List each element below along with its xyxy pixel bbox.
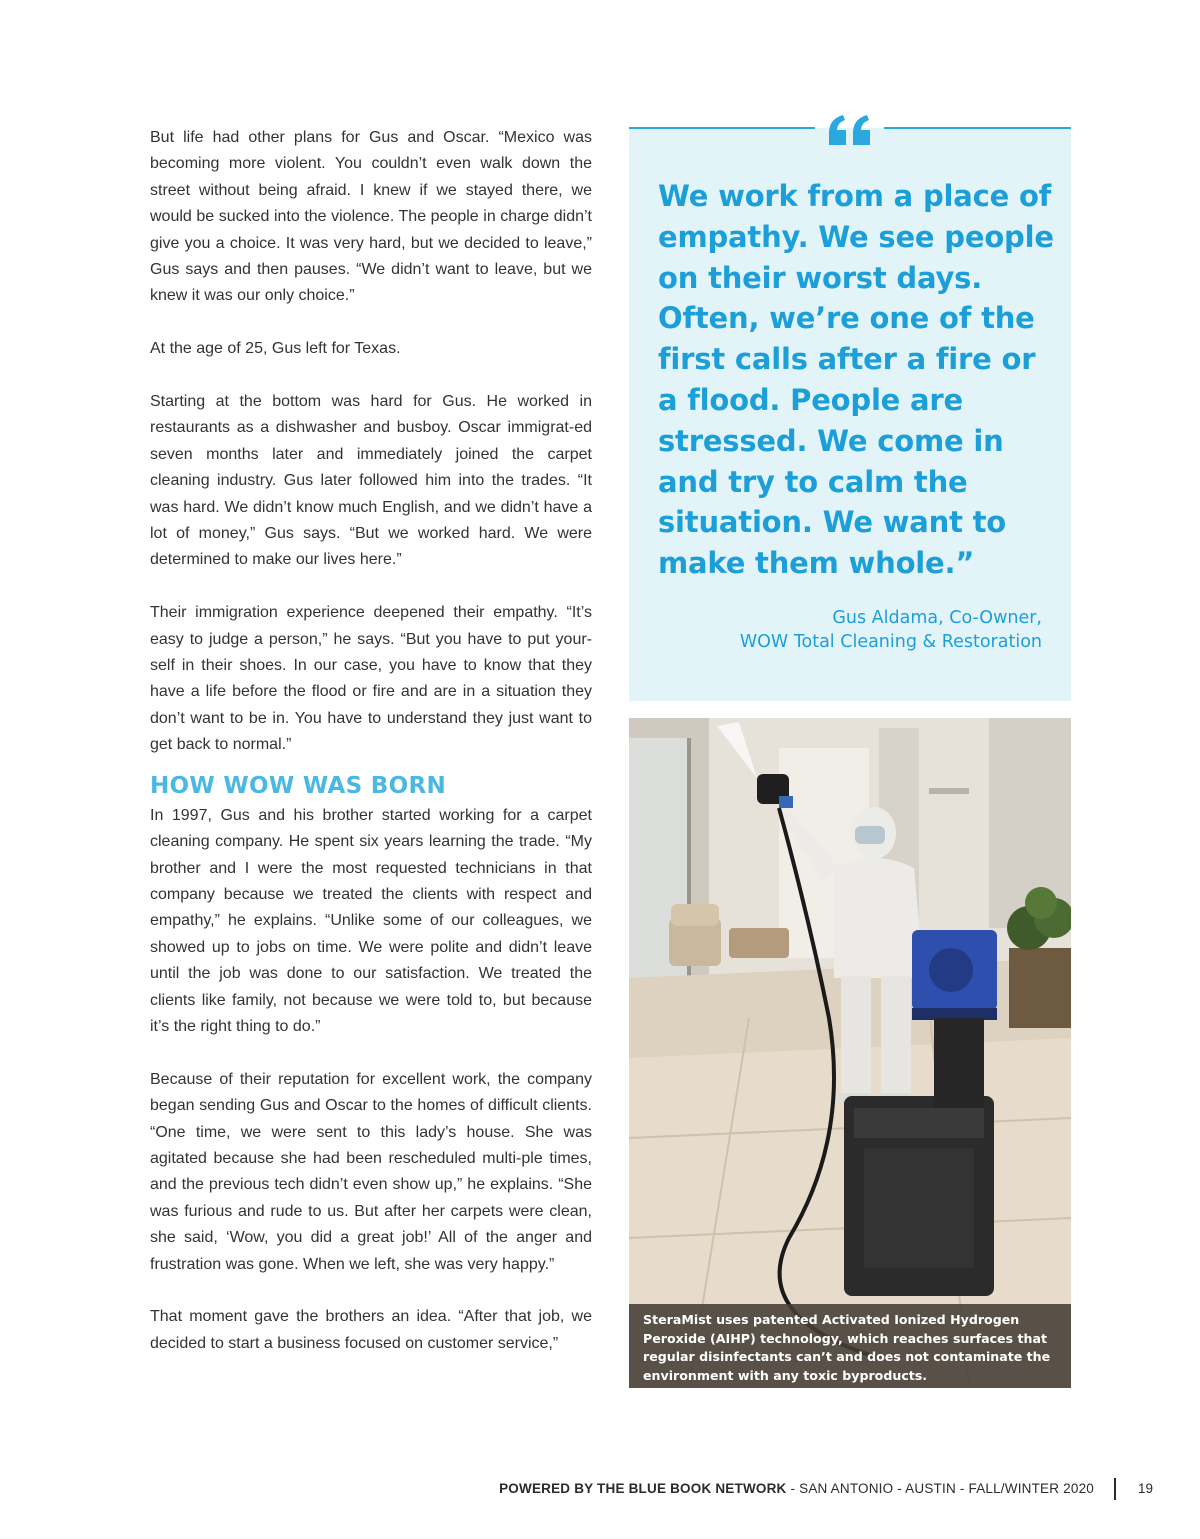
section-heading: HOW WOW WAS BORN	[150, 772, 447, 799]
article-paragraph: Their immigration experience deepened their empathy. “It’s easy to judge a person,” he says. “But you have to put your-self in their shoes. In our case, you have to know that they have a life before the flood or fire and are in a situation they don’t want to be in. You have to understand they just want to get back to normal.”	[150, 604, 592, 754]
photo-illustration	[629, 718, 1071, 1388]
article-paragraph: Starting at the bottom was hard for Gus. He worked in restaurants as a dishwasher and busboy. Oscar immigrat-ed seven months later and immediately joined the carpet cleaning industry. Gus later followed him into the trades. “It was hard. We didn’t know much English, and we didn’t have a lot of money,” Gus says. “But we worked hard. We were determined to make our lives here.”	[150, 393, 592, 569]
disinfection-photo	[629, 718, 1071, 1388]
article-paragraph: In 1997, Gus and his brother started working for a carpet cleaning company. He spent six years learning the trade. “My brother and I were the most requested technicians in that company because we treated the clients with respect and empathy,” he explains. “Unlike some of our colleagues, we showed up to jobs on time. We were polite and didn’t leave until the job was done to our satisfaction. We treated the clients like family, not because we were told to, but because it’s the right thing to do.”	[150, 806, 592, 1035]
quote-mark-icon	[820, 100, 880, 160]
page-footer	[0, 1478, 1200, 1502]
article-paragraph: Because of their reputation for excellent work, the company began sending Gus and Oscar to the homes of difficult clients. “One time, we were sent to this lady’s house. She was agitated because she had been rescheduled multi-ple times, and the previous tech didn’t even show up,” he explains. “She was furious and rude to us. But after her carpets were clean, she said, ‘Wow, you did a great job!’ All of the anger and frustration was gone. When we left, she was very happy.”	[150, 1070, 592, 1273]
quote-divider-right	[884, 127, 1071, 129]
attribution-company: WOW Total Cleaning & Restoration	[739, 632, 1042, 652]
article-paragraph: That moment gave the brothers an idea. “After that job, we decided to start a business focused on customer service,”	[150, 1308, 592, 1352]
footer-publication	[499, 1481, 1094, 1496]
footer-publication-name: POWERED BY THE BLUE BOOK NETWORK	[499, 1481, 787, 1496]
photo-caption: SteraMist uses patented Activated Ionized Hydrogen Peroxide (AIHP) technology, which reaches surfaces that regular disinfectants can’t and does not contaminate the environment with any toxic byproducts.	[629, 1304, 1071, 1388]
article-paragraph: But life had other plans for Gus and Oscar. “Mexico was becoming more violent. You couldn’t even walk down the street without being afraid. I knew if we stayed there, we would be sucked into the violence. The people in charge didn’t give you a choice. It was very hard, but we decided to leave,” Gus says and then pauses. “We didn’t want to leave, but we knew it was our only choice.”	[150, 129, 592, 305]
pull-quote-attribution	[740, 606, 1042, 654]
footer-publication-details: - SAN ANTONIO - AUSTIN - FALL/WINTER 2020	[786, 1481, 1094, 1496]
article-paragraph: At the age of 25, Gus left for Texas.	[150, 340, 401, 358]
attribution-name: Gus Aldama, Co-Owner,	[832, 608, 1042, 628]
pull-quote-text: We work from a place of empathy. We see people on their worst days. Often, we’re one of the first calls after a fire or a flood. People are stressed. We come in and try to calm the situation. We want to make them whole.”	[658, 179, 1054, 581]
footer-divider	[1114, 1478, 1116, 1500]
article-column	[150, 125, 592, 1357]
quote-divider-left	[629, 127, 815, 129]
page-number: 19	[1138, 1481, 1154, 1496]
